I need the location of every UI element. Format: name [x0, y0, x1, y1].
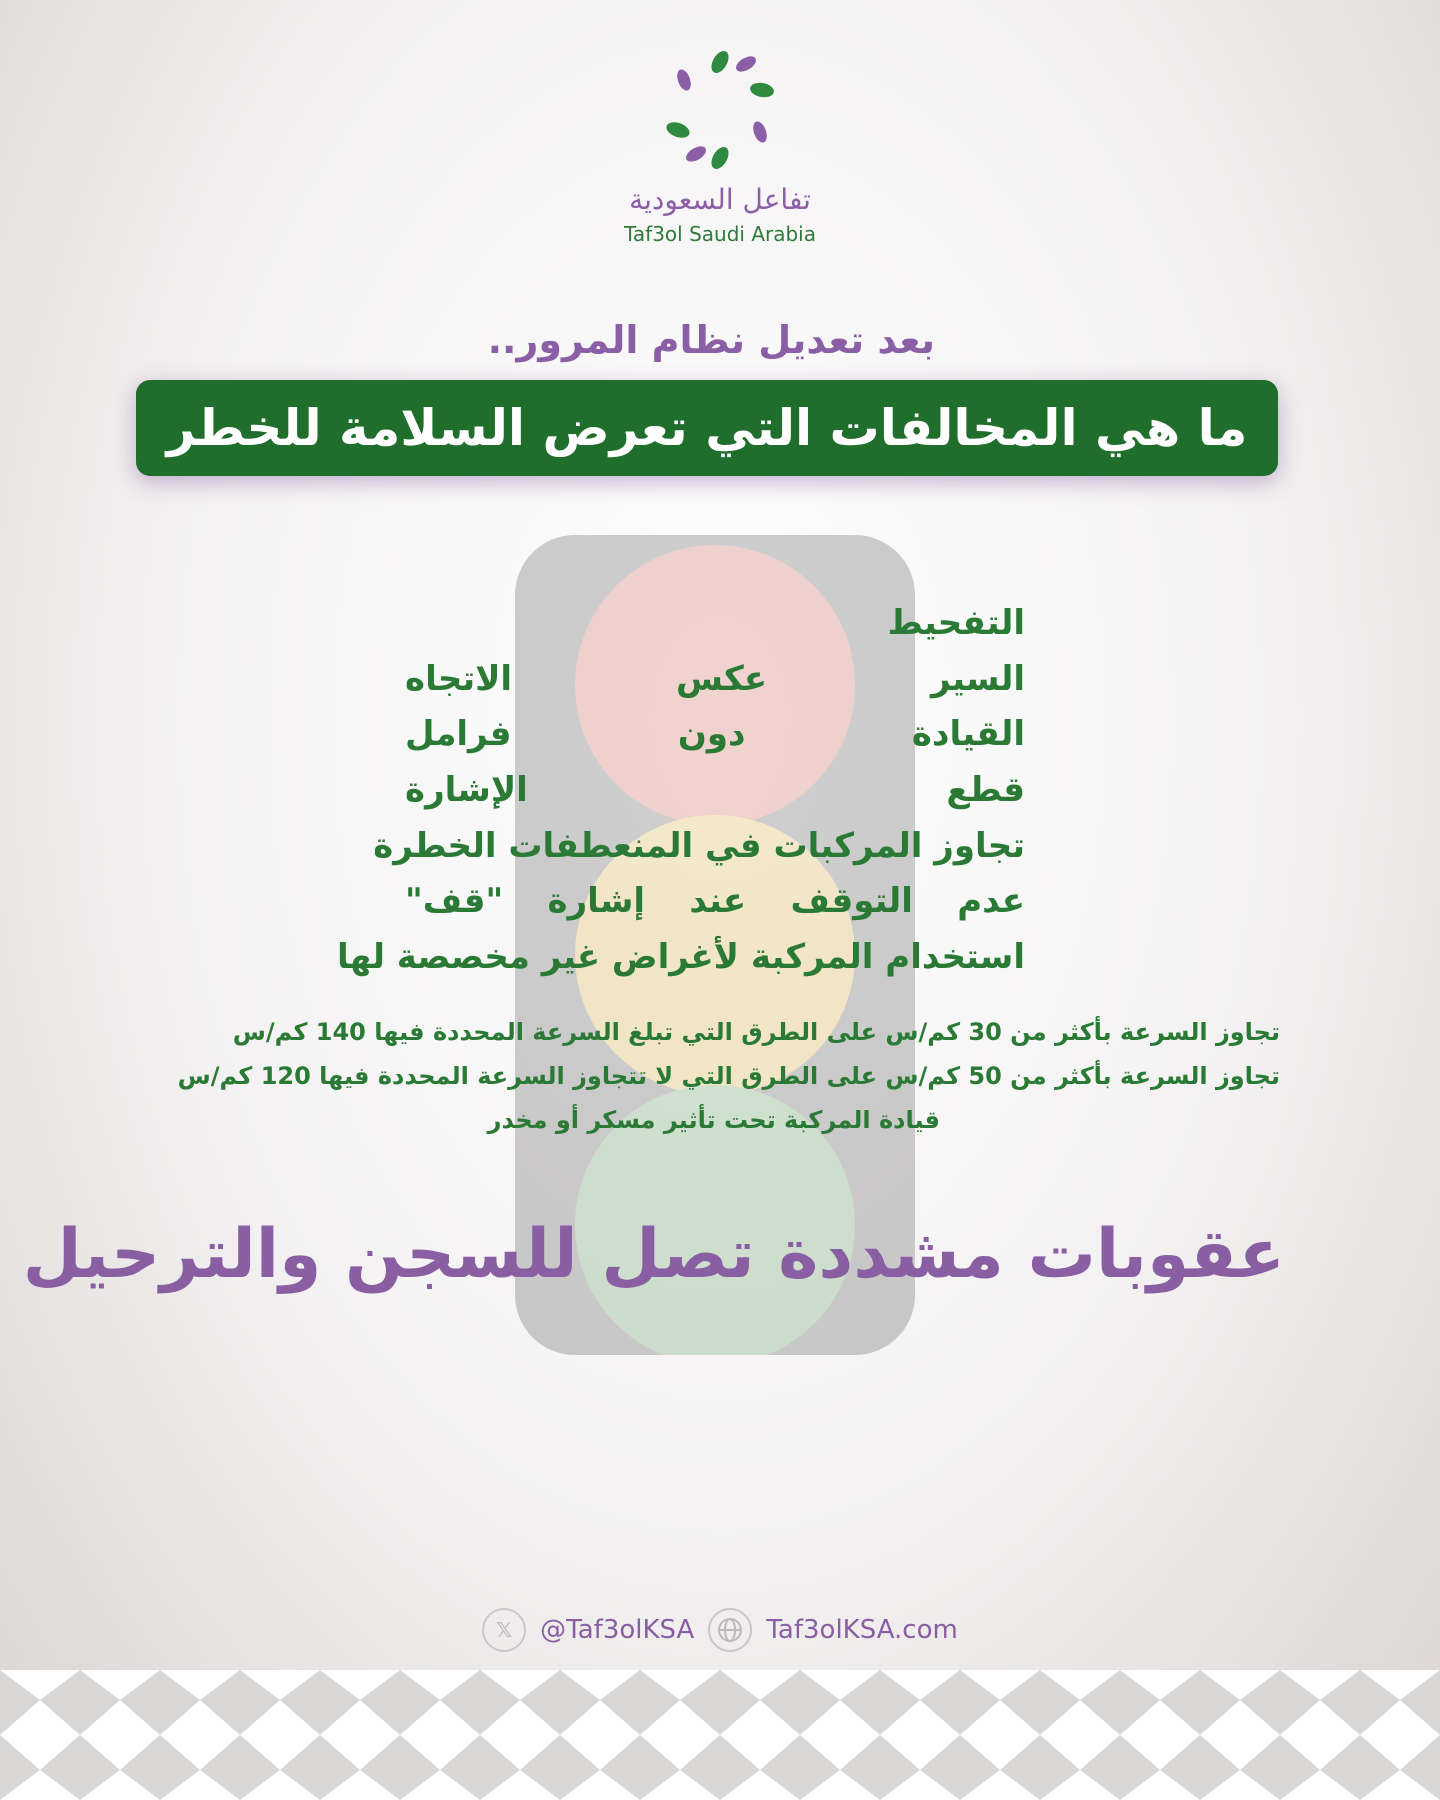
brand-logo-icon — [660, 50, 780, 170]
globe-icon — [708, 1608, 752, 1652]
violations-list — [336, 596, 1025, 986]
social-handle-link[interactable]: @Taf3olKSA — [540, 1615, 695, 1645]
x-logo-icon: 𝕏 — [482, 1608, 526, 1652]
list-item: تجاوز السرعة بأكثر من 30 كم/س على الطرق التي تبلغ السرعة المحددة فيها 140 كم/س — [232, 1018, 1280, 1046]
speed-violations-list — [140, 1010, 1280, 1142]
list-item: قطع الإشارة — [405, 770, 1025, 811]
brand-name-english: Taf3ol Saudi Arabia — [624, 222, 816, 246]
list-item: التفحيط — [887, 603, 1025, 643]
page-title: ما هي المخالفات التي تعرض السلامة للخطر — [166, 399, 1248, 457]
list-item: تجاوز السرعة بأكثر من 50 كم/س على الطرق التي لا تتجاوز السرعة المحددة فيها 120 كم/س — [177, 1062, 1280, 1090]
list-item: قيادة المركبة تحت تأثير مسكر أو مخدر — [487, 1106, 940, 1134]
brand-name-arabic: تفاعل السعودية — [629, 183, 811, 216]
penalty-headline: عقوبات مشددة تصل للسجن والترحيل — [22, 1215, 1285, 1294]
list-item: عدم التوقف عند إشارة "قف" — [405, 881, 1025, 922]
list-item: استخدام المركبة لأغراض غير مخصصة لها — [336, 937, 1025, 978]
list-item: تجاوز المركبات في المنعطفات الخطرة — [373, 825, 1025, 866]
footer — [0, 1608, 1440, 1652]
subtitle: بعد تعديل نظام المرور.. — [487, 318, 935, 362]
list-item: القيادة دون فرامل — [405, 714, 1025, 755]
website-link[interactable]: Taf3olKSA.com — [766, 1615, 958, 1645]
title-banner — [136, 380, 1278, 476]
list-item: السير عكس الاتجاه — [405, 658, 1025, 699]
decorative-pattern — [0, 1670, 1440, 1800]
